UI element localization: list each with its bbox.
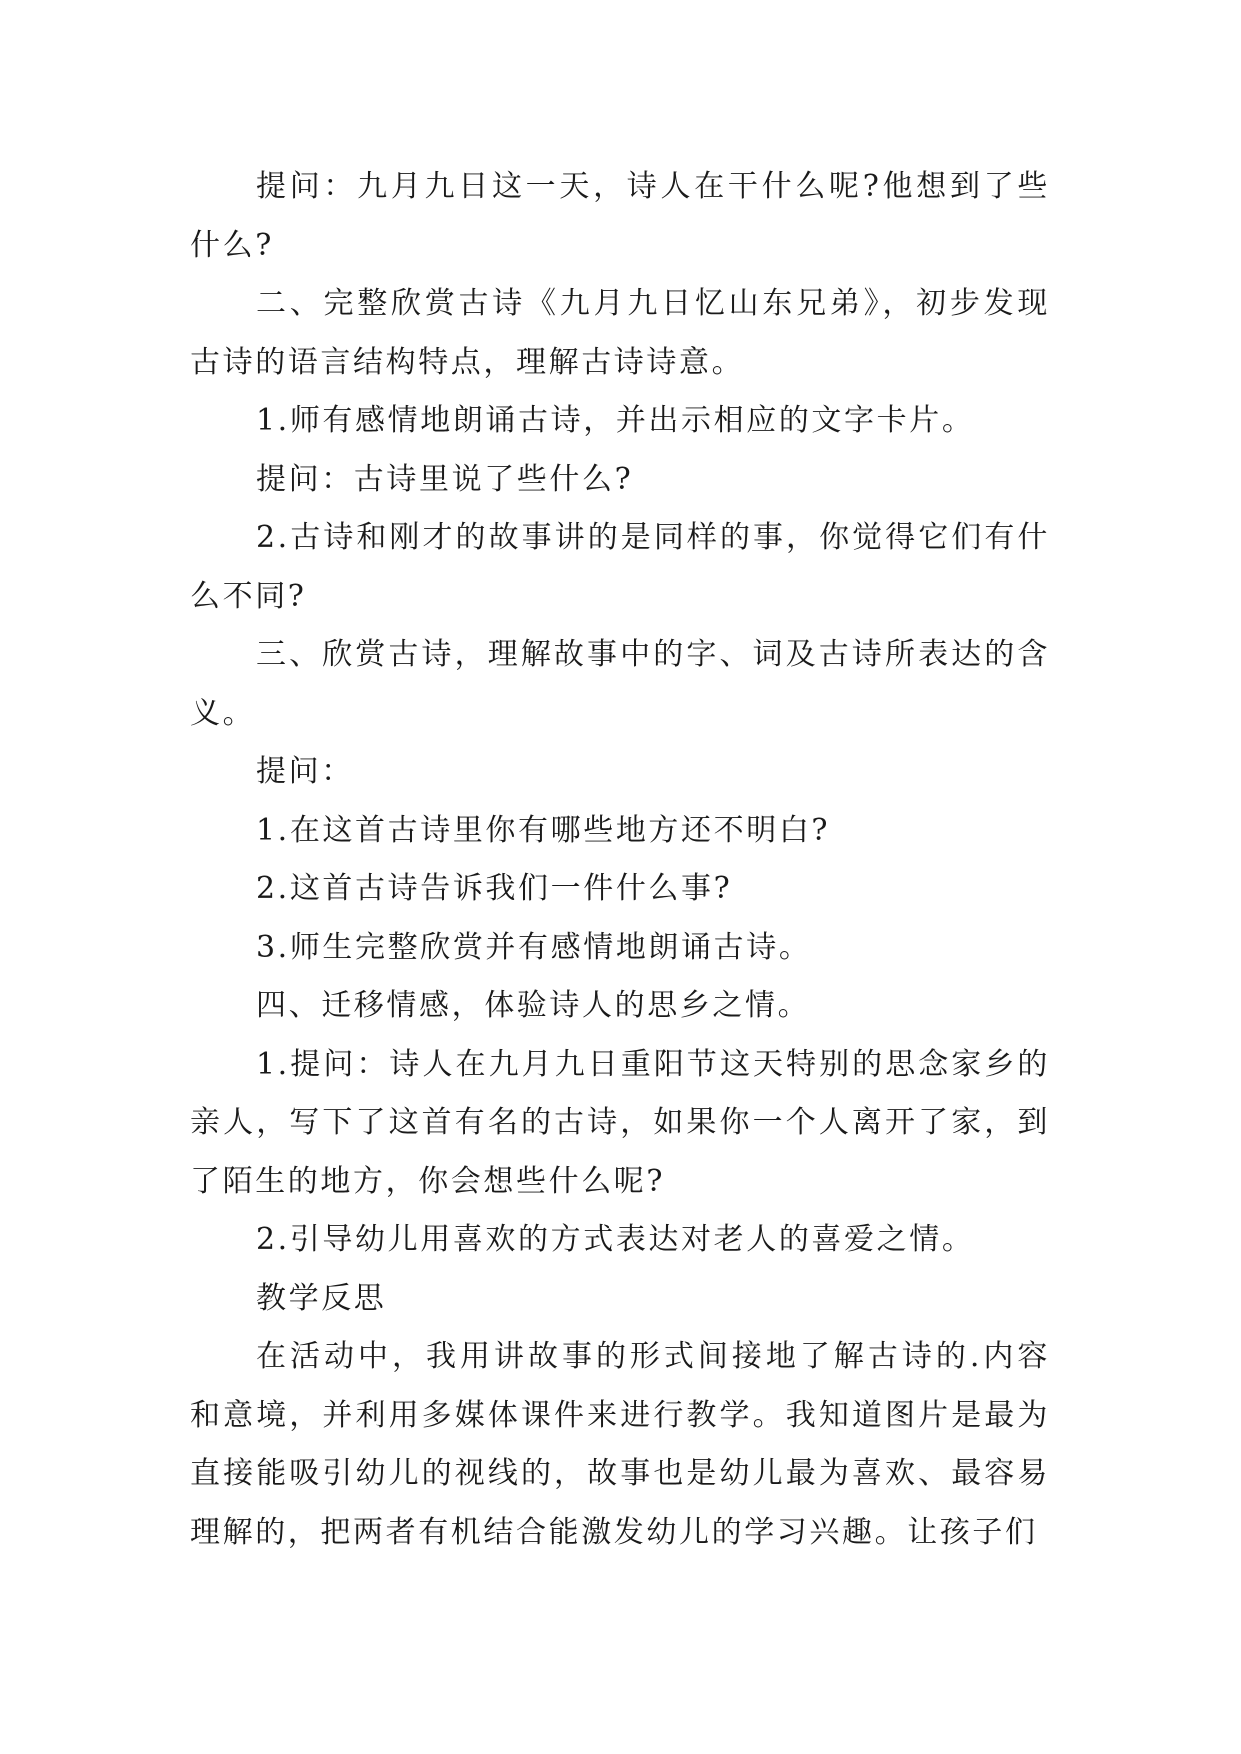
paragraph-question-content: 提问：古诗里说了些什么?: [256, 461, 634, 497]
paragraph-step-homesick: 1.提问：诗人在九月九日重阳节这天特别的思念家乡的亲人，写下了这首有名的古诗，如果你一个人离开了家，到了陌生的地方，你会想些什么呢?: [190, 1046, 1050, 1199]
paragraph-question-two: 2.这首古诗告诉我们一件什么事?: [256, 871, 733, 906]
paragraph-step-compare: 2.古诗和刚才的故事讲的是同样的事，你觉得它们有什么不同?: [190, 520, 1050, 614]
paragraph-step-express: 2.引导幼儿用喜欢的方式表达对老人的喜爱之情。: [256, 1222, 975, 1257]
document-body: [190, 158, 1050, 1562]
paragraph-question-one: 1.在这首古诗里你有哪些地方还不明白?: [256, 812, 831, 848]
paragraph-section-two: 二、完整欣赏古诗《九月九日忆山东兄弟》，初步发现古诗的语言结构特点，理解古诗诗意。: [190, 286, 1050, 380]
paragraph-reflection: 在活动中，我用讲故事的形式间接地了解古诗的.内容和意境，并利用多媒体课件来进行教学。我知道图片是最为直接能吸引幼儿的视线的，故事也是幼儿最为喜欢、最容易理解的，把两者有机结合能激发幼儿的学习兴趣。让孩子们: [190, 1339, 1050, 1550]
paragraph-section-four: 四、迁移情感，体验诗人的思乡之情。: [256, 988, 811, 1023]
section-heading-reflection: 教学反思: [256, 1280, 387, 1316]
paragraph-step-recite: 1.师有感情地朗诵古诗，并出示相应的文字卡片。: [256, 403, 975, 438]
paragraph-question-label: 提问：: [256, 754, 354, 789]
paragraph-step-appreciate: 3.师生完整欣赏并有感情地朗诵古诗。: [256, 929, 812, 965]
paragraph-section-three: 三、欣赏古诗，理解故事中的字、词及古诗所表达的含义。: [190, 637, 1050, 731]
paragraph-question-intro: 提问：九月九日这一天，诗人在干什么呢?他想到了些什么?: [190, 169, 1050, 263]
